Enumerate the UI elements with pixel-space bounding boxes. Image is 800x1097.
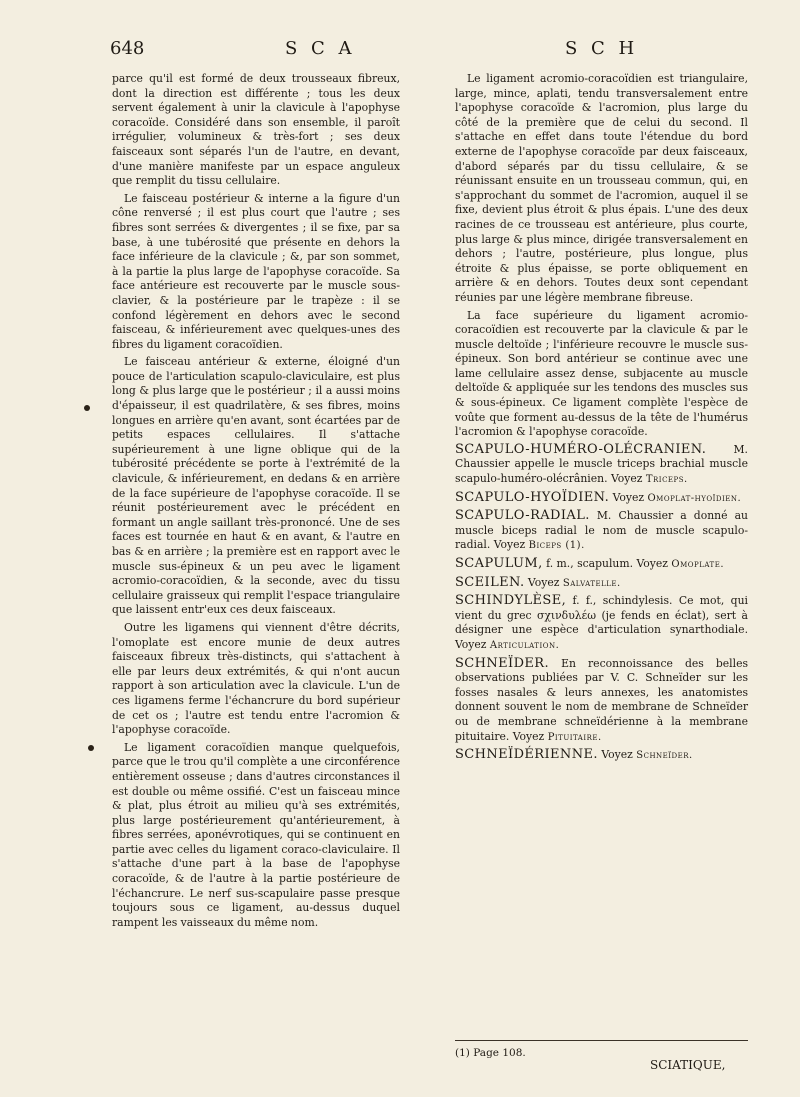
paragraph: Le faisceau antérieur & externe, éloigné d'un pouce de l'articulation scapulo-claviculaire, est plus long & plus large que le postérieur ; il a aussi moins d'épaisseur, il est quadrilatère, & ses fibres, moins longues en arrière qu'en avant, sont écartées par de petits espaces cellulaires. Il s'attache supérieurement à une ligne oblique qui de la tubérosité précédente se porte à l'extrémité de la clavicule, & inférieurement, en dedans & en arrière de la face supérieure de l'apophyse coracoïde. Il se réunit postérieurement avec le précédent en formant un angle saillant très-prononcé. Une de ses faces est tournée en haut & en avant, & l'autre en bas & en arrière ; la première est en rapport avec le muscle sus-épineux & un peu avec le ligament acromio-coracoïdien, & la seconde, avec du tissu cellulaire graisseux qui remplit l'espace triangulaire que laissent entr'eux ces deux faisceaux. xyxy=(112,355,400,617)
paragraph: La face supérieure du ligament acromio-coracoïdien est recouverte par la clavicule & par le muscle deltoïde ; l'inférieure recouvre le muscle sus-épineux. Son bord antérieur se continue avec une lame cellulaire assez dense, subjacente au muscle deltoïde & appliquée sur les tendons des muscles sus & sous-épineux. Ce ligament complète l'espèce de voûte que forment au-dessus de la tête de l'humérus l'acromion & l'apophyse coracoïde. xyxy=(455,308,748,439)
entry-text: Voyez xyxy=(527,575,560,589)
paragraph: Outre les ligamens qui viennent d'être décrits, l'omoplate est encore munie de deux autres faisceaux fibreux très-distincts, qui s'attachent à elle par leurs deux extrémités, & qui n'ont aucun rapport à son articulation avec la clavicule. L'un de ces ligamens ferme l'échancrure du bord supérieur de cet os ; l'autre est tendu entre l'acromion & l'apophyse coracoïde. xyxy=(112,620,400,737)
cross-reference-link[interactable]: Pituitaire. xyxy=(547,731,602,743)
entry-text: M. Chaussier appelle le muscle triceps brachial muscle scapulo-huméro-olécrânien. Voyez xyxy=(455,442,748,486)
footnote-text: (1) Page 108. xyxy=(455,1047,526,1059)
dictionary-entry xyxy=(455,748,748,764)
entry-headword: SCHNEÏDÉRIENNE. xyxy=(455,747,598,763)
cross-reference-link[interactable]: Omoplate. xyxy=(671,559,725,570)
entry-headword: SCAPULO-HYOÏDIEN. xyxy=(455,489,610,505)
dictionary-entry xyxy=(455,557,748,573)
right-column xyxy=(455,72,748,767)
right-running-title: S C H xyxy=(565,38,639,59)
entry-headword: SCAPULO-RADIAL. xyxy=(455,508,590,524)
catchword: SCIATIQUE, xyxy=(650,1058,726,1072)
entry-headword: SCHINDYLÈSE, xyxy=(455,593,567,609)
entry-text: M. Chaussier a donné au muscle biceps radial le nom de muscle scapulo-radial. Voyez xyxy=(455,509,748,552)
paragraph: Le ligament coracoïdien manque quelquefois, parce que le trou qu'il complète a une circonférence entièrement osseuse ; dans d'autres circonstances il est double ou même ossifié. C'est un faisceau mince & plat, plus étroit au milieu qu'à ses extrémités, plus large postérieurement qu'antérieurement, à fibres serrées, aponévrotiques, qui se continuent en partie avec celles du ligament coraco-claviculaire. Il s'attache d'une part à la base de l'apophyse coracoïde, & de l'autre à la partie postérieure de l'échancrure. Le nerf sus-scapulaire passe presque toujours sous ce ligament, au-dessus duquel rampent les vaisseaux du même nom. xyxy=(112,740,400,929)
entry-text: f. m., scapulum. Voyez xyxy=(546,557,668,570)
page-number: 648 xyxy=(110,38,145,59)
left-column xyxy=(112,72,400,933)
entry-headword: SCAPULO-HUMÉRO-OLÉCRANIEN. xyxy=(455,441,707,457)
cross-reference-link[interactable]: Salvatelle. xyxy=(562,577,621,589)
dictionary-entry xyxy=(455,443,748,488)
entry-text: En reconnoissance des belles observations publiées par V. C. Schneïder sur les fosses nasales & leurs annexes, les anatomistes donnent souvent le nom de membrane de Schneïder ou de membrane schneïdérienne à la membrane pituitaire. Voyez xyxy=(455,656,748,743)
paragraph: Le faisceau postérieur & interne a la figure d'un cône renversé ; il est plus court que l'autre ; ses fibres sont serrées & divergentes ; il se fixe, par sa base, à une tubérosité que présente en dehors la face inférieure de la clavicule ; &, par son sommet, à la partie la plus large de l'apophyse coracoïde. Sa face antérieure est recouverte par le muscle sous-clavier, & la postérieure par le trapèze : il se confond légèrement en dehors avec le second faisceau, & inférieurement avec quelques-unes des fibres du ligament coracoïdien. xyxy=(112,191,400,351)
entry-text: Voyez xyxy=(601,748,633,762)
entry-headword: SCEILEN. xyxy=(455,574,525,590)
cross-reference-link[interactable]: Biceps (1). xyxy=(528,540,585,552)
dictionary-entry xyxy=(455,576,748,592)
entry-headword: SCHNEÏDER. xyxy=(455,655,550,671)
footnote-rule xyxy=(455,1040,748,1041)
cross-reference-link[interactable]: Schneïder. xyxy=(636,750,693,762)
footnote-area xyxy=(455,1040,748,1059)
left-running-title: S C A xyxy=(285,38,356,59)
cross-reference-link[interactable]: Omoplat-hyoïdien. xyxy=(647,492,742,504)
ink-blot-mark xyxy=(84,405,90,411)
entry-text: f. f., schindylesis. Ce mot, qui vient du grec σχινδυλέω (je fends en éclat), sert à désigner une espèce d'articulation synarthodiale. Voyez xyxy=(455,594,748,651)
ink-blot-mark xyxy=(88,745,94,751)
dictionary-entry xyxy=(455,509,748,554)
cross-reference-link[interactable]: Triceps. xyxy=(645,474,688,486)
running-header xyxy=(110,38,700,68)
paragraph: parce qu'il est formé de deux trousseaux fibreux, dont la direction est différente ; tous les deux servent également à unir la clavicule à l'apophyse coracoïde. Considéré dans son ensemble, il paroît irrégulier, volumineux & très-fort ; ses deux faisceaux sont séparés l'un de l'autre, en devant, d'une manière manifeste par un espace anguleux que remplit du tissu cellulaire. xyxy=(112,72,400,188)
dictionary-entry xyxy=(455,657,748,746)
paragraph: Le ligament acromio-coracoïdien est triangulaire, large, mince, aplati, tendu transversalement entre l'apophyse coracoïde & l'acromion, plus large du côté de la première que de celui du second. Il s'attache en effet dans toute l'étendue du bord externe de l'apophyse coracoïde par deux faisceaux, d'abord séparés par du tissu cellulaire, & se réunissant ensuite en un trousseau commun, qui, en s'approchant du sommet de l'acromion, auquel il se fixe, devient plus étroit & plus épais. L'une des deux racines de ce trousseau est antérieure, plus courte, plus large & plus mince, dirigée transversalement en dehors ; l'autre, postérieure, plus longue, plus étroite & plus épaisse, se porte obliquement en arrière & en dehors. Toutes deux sont cependant réunies par une légère membrane fibreuse. xyxy=(455,72,748,304)
entry-text: Voyez xyxy=(612,490,645,504)
cross-reference-link[interactable]: Articulation. xyxy=(489,639,560,651)
dictionary-entry xyxy=(455,594,748,653)
entry-headword: SCAPULUM, xyxy=(455,556,543,571)
dictionary-entry xyxy=(455,491,748,507)
